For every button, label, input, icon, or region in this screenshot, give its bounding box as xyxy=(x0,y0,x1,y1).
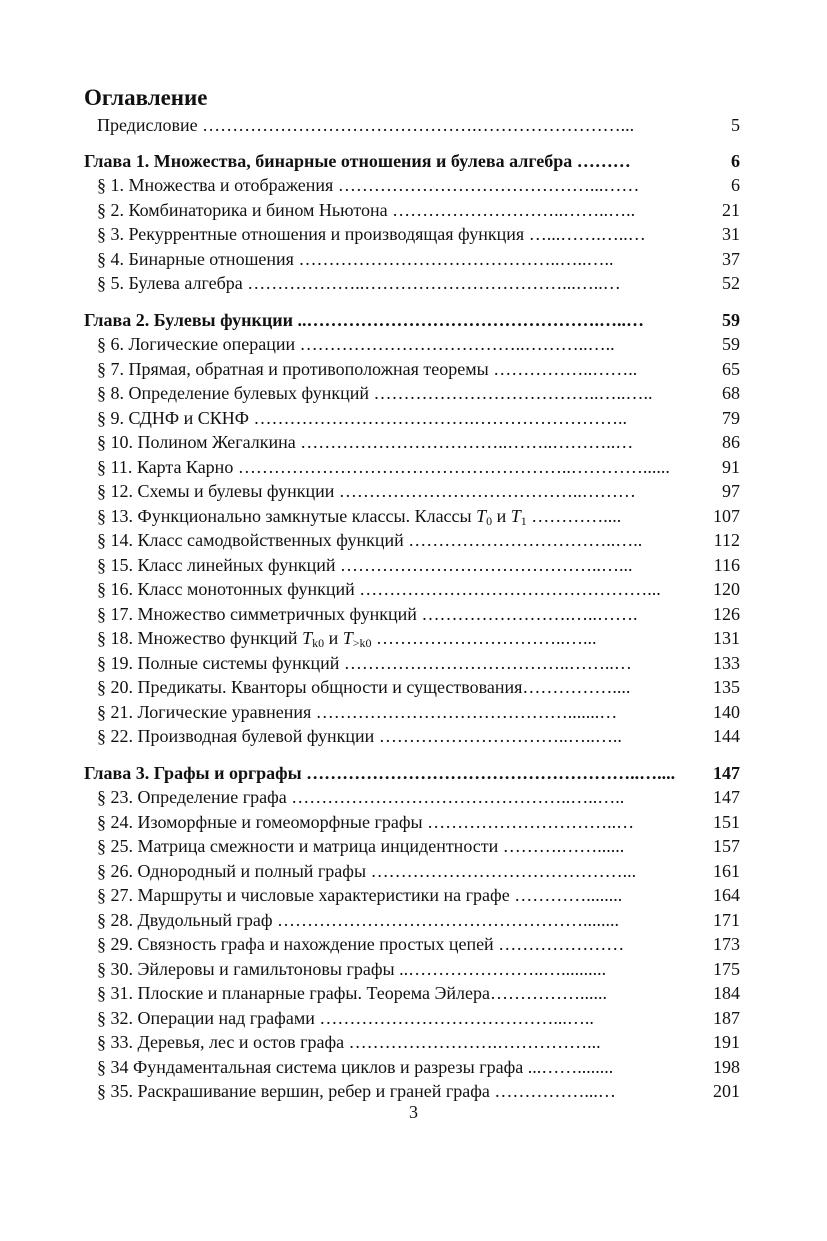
toc-section[interactable] xyxy=(84,859,744,884)
toc-section-title: § 18. Множество функций $T_{k0}$ и $T_{>k0}$ …………………………..…... xyxy=(97,628,597,650)
toc-section[interactable] xyxy=(84,247,744,272)
toc-section[interactable] xyxy=(84,479,744,504)
toc-section[interactable] xyxy=(84,1055,744,1080)
toc-section-page: 187 xyxy=(713,1007,740,1028)
toc-section-page: 91 xyxy=(722,456,740,477)
toc-section[interactable] xyxy=(84,381,744,406)
toc-section[interactable] xyxy=(84,222,744,247)
toc-section[interactable] xyxy=(84,700,744,725)
toc-section[interactable] xyxy=(84,577,744,602)
function-symbol-subscript: >k0 xyxy=(352,636,372,650)
dot-leader: ………………………………..……..… xyxy=(343,652,632,673)
toc-section[interactable] xyxy=(84,455,744,480)
dot-leader: ………………………………………………..…………...... xyxy=(237,456,670,477)
toc-section-title: § 25. Матрица смежности и матрица инцидентности ……….……...... xyxy=(97,836,625,856)
dot-leader: …………………………………………... xyxy=(359,579,661,599)
toc-section[interactable] xyxy=(84,810,744,835)
toc-chapter-title: Глава 1. Множества, бинарные отношения и булева алгебра ……… xyxy=(84,150,631,171)
toc-section-page: 164 xyxy=(713,885,740,905)
toc-section-title: § 32. Операции над графами …………………………………...….. xyxy=(97,1007,594,1028)
dot-leader: ………………………..……..….. xyxy=(392,199,636,220)
dot-leader: …………………………..… xyxy=(427,811,635,832)
toc-section-title: § 1. Множества и отображения ……………………………………...…… xyxy=(97,175,640,195)
class-symbol-subscript: 0 xyxy=(486,513,493,528)
dot-leader: ……………………………..….. xyxy=(408,530,643,550)
function-symbol: T xyxy=(302,628,313,648)
toc-section-title: § 22. Производная булевой функции …………………………..…..….. xyxy=(97,726,622,746)
toc-section-page: 144 xyxy=(713,726,740,746)
toc-section-page: 52 xyxy=(722,273,740,293)
dot-leader: ..…………………..….......... xyxy=(399,958,607,979)
toc-section[interactable] xyxy=(84,173,744,198)
toc-section-title: § 14. Класс самодвойственных функций ……………………………..….. xyxy=(97,530,643,550)
dot-leader: …………………………………..……… xyxy=(338,481,636,501)
dot-leader: …………………………..…..….. xyxy=(378,726,622,746)
toc-section-title: § 20. Предикаты. Кванторы общности и существования…………….... xyxy=(97,677,631,697)
toc-chapter-2[interactable] xyxy=(84,308,744,333)
toc-heading: Оглавление xyxy=(84,85,208,110)
dot-leader: ………………… xyxy=(498,934,625,954)
toc-section-title: § 24. Изоморфные и гомеоморфные графы …………………………..… xyxy=(97,811,635,832)
toc-section-title: § 5. Булева алгебра ………………..……………………………...…..… xyxy=(97,273,621,293)
toc-section-title: § 15. Класс линейных функций ……………………………………..…... xyxy=(97,554,633,575)
toc-chapter-title: Глава 2. Булевы функции ..………………………………………….…..… xyxy=(84,309,644,330)
toc-chapter-1[interactable] xyxy=(84,149,744,174)
toc-section-title: § 29. Связность графа и нахождение простых цепей ………………… xyxy=(97,934,625,954)
toc-section-page: 97 xyxy=(722,481,740,501)
dot-leader: ……………………………….…………………….. xyxy=(253,407,627,428)
dot-leader: …………………………..…... xyxy=(376,628,597,648)
toc-section-title: § 17. Множество симметричных функций …………………….…..……. xyxy=(97,603,638,624)
toc-section[interactable] xyxy=(84,981,744,1006)
toc-section-title: § 21. Логические уравнения …………………………………….......… xyxy=(97,701,618,722)
toc-section[interactable] xyxy=(84,626,744,651)
toc-section-page: 191 xyxy=(713,1032,740,1052)
toc-section-title: § 23. Определение графа ………………………………………..…..….. xyxy=(97,787,625,807)
toc-section[interactable] xyxy=(84,357,744,382)
dot-leader: ………….... xyxy=(531,505,622,526)
toc-list xyxy=(84,113,744,1104)
dot-leader: …………………….……………... xyxy=(348,1032,601,1052)
toc-section[interactable] xyxy=(84,675,744,700)
dot-leader: ………………………………………..…..….. xyxy=(291,787,625,807)
toc-section-page: 198 xyxy=(713,1056,740,1077)
dot-leader: ……………………………………..…... xyxy=(340,554,633,575)
toc-section-page: 161 xyxy=(713,860,740,881)
toc-section-title: § 4. Бинарные отношения ……………………………………..…..….. xyxy=(97,248,614,269)
toc-section-page: 140 xyxy=(713,701,740,722)
dot-leader: ……………………………………..…..….. xyxy=(298,248,614,269)
toc-section-title: § 3. Рекуррентные отношения и производящая функция …...…….…..… xyxy=(97,224,646,244)
dot-leader: …………………………………….......… xyxy=(315,701,618,722)
toc-section-title: § 26. Однородный и полный графы ……………………………………... xyxy=(97,860,637,881)
toc-chapter-3[interactable] xyxy=(84,761,744,786)
dot-leader: ………………………………………………..….... xyxy=(306,762,676,783)
toc-section[interactable] xyxy=(84,271,744,296)
dot-leader: …………........ xyxy=(514,885,623,905)
dot-leader: ………………………………..………..….. xyxy=(299,334,615,354)
toc-section-title: § 28. Двудольный граф ……………………………………………........ xyxy=(97,909,620,930)
class-symbol-subscript: 1 xyxy=(520,513,527,528)
dot-leader: ...……........ xyxy=(527,1056,614,1077)
dot-leader: …...…….…..… xyxy=(528,224,646,244)
function-symbol: T xyxy=(342,628,353,648)
toc-section[interactable] xyxy=(84,198,744,223)
toc-entry-title: Предисловие ……………………………………….……………………... xyxy=(97,115,635,135)
toc-section-page: 131 xyxy=(713,628,740,648)
toc-section-title: § 34 Фундаментальная система циклов и разрезы графа ...……........ xyxy=(97,1056,614,1077)
toc-section-title: § 8. Определение булевых функций ………………………………..…..….. xyxy=(97,383,653,403)
toc-section[interactable] xyxy=(84,883,744,908)
toc-section-page: 147 xyxy=(713,787,740,807)
toc-section[interactable] xyxy=(84,602,744,627)
toc-section-page: 68 xyxy=(722,383,740,403)
toc-section-title: § 30. Эйлеровы и гамильтоновы графы ..…………………..….......... xyxy=(97,958,607,979)
toc-entry-page: 5 xyxy=(731,115,740,135)
dot-leader: ……………………………………... xyxy=(370,860,637,881)
dot-leader: ………………..……………………………...…..… xyxy=(247,273,621,293)
toc-chapter-title: Глава 3. Графы и орграфы ………………………………………………..….... xyxy=(84,762,676,783)
toc-section-title: § 6. Логические операции ………………………………..………..….. xyxy=(97,334,615,354)
dot-leader: ……………...... xyxy=(490,983,608,1003)
toc-section[interactable] xyxy=(84,932,744,957)
toc-section[interactable] xyxy=(84,406,744,431)
toc-section[interactable] xyxy=(84,553,744,578)
dot-leader: ……………………………………….……………………... xyxy=(202,115,635,135)
dot-leader: ……………..…….. xyxy=(493,358,638,379)
class-symbol: T xyxy=(510,505,521,526)
toc-section-page: 175 xyxy=(713,958,740,979)
toc-section-page: 171 xyxy=(713,909,740,930)
dot-leader: ……… xyxy=(576,150,631,171)
dot-leader: ………………………………..…..….. xyxy=(373,383,653,403)
toc-section[interactable] xyxy=(84,528,744,553)
toc-section[interactable] xyxy=(84,785,744,810)
class-symbol: T xyxy=(476,505,487,526)
toc-section[interactable] xyxy=(84,651,744,676)
dot-leader: ……………………………………………........ xyxy=(277,909,620,930)
toc-section-title: § 16. Класс монотонных функций …………………………………………... xyxy=(97,579,661,599)
toc-section-page: 120 xyxy=(713,579,740,599)
toc-section-page: 59 xyxy=(722,334,740,354)
toc-chapter-page: 147 xyxy=(713,762,740,783)
toc-section[interactable] xyxy=(84,834,744,859)
toc-section-page: 37 xyxy=(722,248,740,269)
toc-section-page: 79 xyxy=(722,407,740,428)
toc-section-page: 126 xyxy=(713,603,740,624)
dot-leader: …………………….…..……. xyxy=(421,603,638,624)
toc-section-page: 86 xyxy=(722,432,740,452)
toc-section-title: § 9. СДНФ и СКНФ ……………………………….…………………….. xyxy=(97,407,627,428)
toc-section-page: 201 xyxy=(713,1081,740,1101)
toc-section-page: 31 xyxy=(722,224,740,244)
dot-leader: ..………………………………………….…..… xyxy=(297,309,644,330)
toc-section[interactable] xyxy=(84,1030,744,1055)
toc-section[interactable] xyxy=(84,332,744,357)
toc-section-page: 157 xyxy=(713,836,740,856)
dot-leader: ……….……...... xyxy=(502,836,625,856)
toc-section-title: § 11. Карта Карно ………………………………………………..…………...... xyxy=(97,456,670,477)
toc-section[interactable] xyxy=(84,1006,744,1031)
toc-section-page: 65 xyxy=(722,358,740,379)
dot-leader: ……………………………..……..………..… xyxy=(300,432,634,452)
toc-section-title: § 13. Функционально замкнутые классы. Классы $T_0$ и $T_1$ ………….... xyxy=(97,505,622,528)
function-symbol-subscript: k0 xyxy=(312,636,325,650)
toc-section[interactable] xyxy=(84,724,744,749)
toc-section-page: 6 xyxy=(731,175,740,195)
dot-leader: ……………………………………...…… xyxy=(337,175,640,195)
toc-chapter-page: 59 xyxy=(722,309,740,330)
toc-section-title: § 12. Схемы и булевы функции …………………………………..……… xyxy=(97,481,636,501)
toc-section[interactable] xyxy=(84,504,744,529)
toc-section-title: § 27. Маршруты и числовые характеристики на графе …………........ xyxy=(97,885,623,905)
toc-section-page: 107 xyxy=(713,505,740,526)
toc-section-page: 21 xyxy=(722,199,740,220)
toc-section-title: § 2. Комбинаторика и бином Ньютона ………………………..……..….. xyxy=(97,199,636,220)
toc-chapter-page: 6 xyxy=(731,150,740,171)
toc-section[interactable] xyxy=(84,430,744,455)
toc-section-title: § 7. Прямая, обратная и противоположная теоремы ……………..…….. xyxy=(97,358,638,379)
dot-leader: …………………………………...….. xyxy=(319,1007,594,1028)
dot-leader: ……………...… xyxy=(494,1081,616,1101)
toc-section-title: § 33. Деревья, лес и остов графа …………………….……………... xyxy=(97,1032,601,1052)
toc-section-page: 173 xyxy=(713,934,740,954)
toc-section-page: 133 xyxy=(713,652,740,673)
toc-section-page: 135 xyxy=(713,677,740,697)
toc-section[interactable] xyxy=(84,957,744,982)
toc-section-page: 184 xyxy=(713,983,740,1003)
toc-section[interactable] xyxy=(84,908,744,933)
toc-section-title: § 31. Плоские и планарные графы. Теорема Эйлера……………...... xyxy=(97,983,608,1003)
toc-section-title: § 10. Полином Жегалкина ……………………………..……..………..… xyxy=(97,432,634,452)
dot-leader: …………….... xyxy=(522,677,631,697)
toc-section-title: § 35. Раскрашивание вершин, ребер и граней графа ……………...… xyxy=(97,1081,616,1101)
toc-entry-preface[interactable] xyxy=(84,113,744,138)
page-number: 3 xyxy=(409,1102,418,1122)
toc-section-page: 151 xyxy=(713,811,740,832)
toc-section-page: 112 xyxy=(713,530,740,550)
toc-section-page: 116 xyxy=(713,554,740,575)
toc-section-title: § 19. Полные системы функций ………………………………..……..… xyxy=(97,652,632,673)
